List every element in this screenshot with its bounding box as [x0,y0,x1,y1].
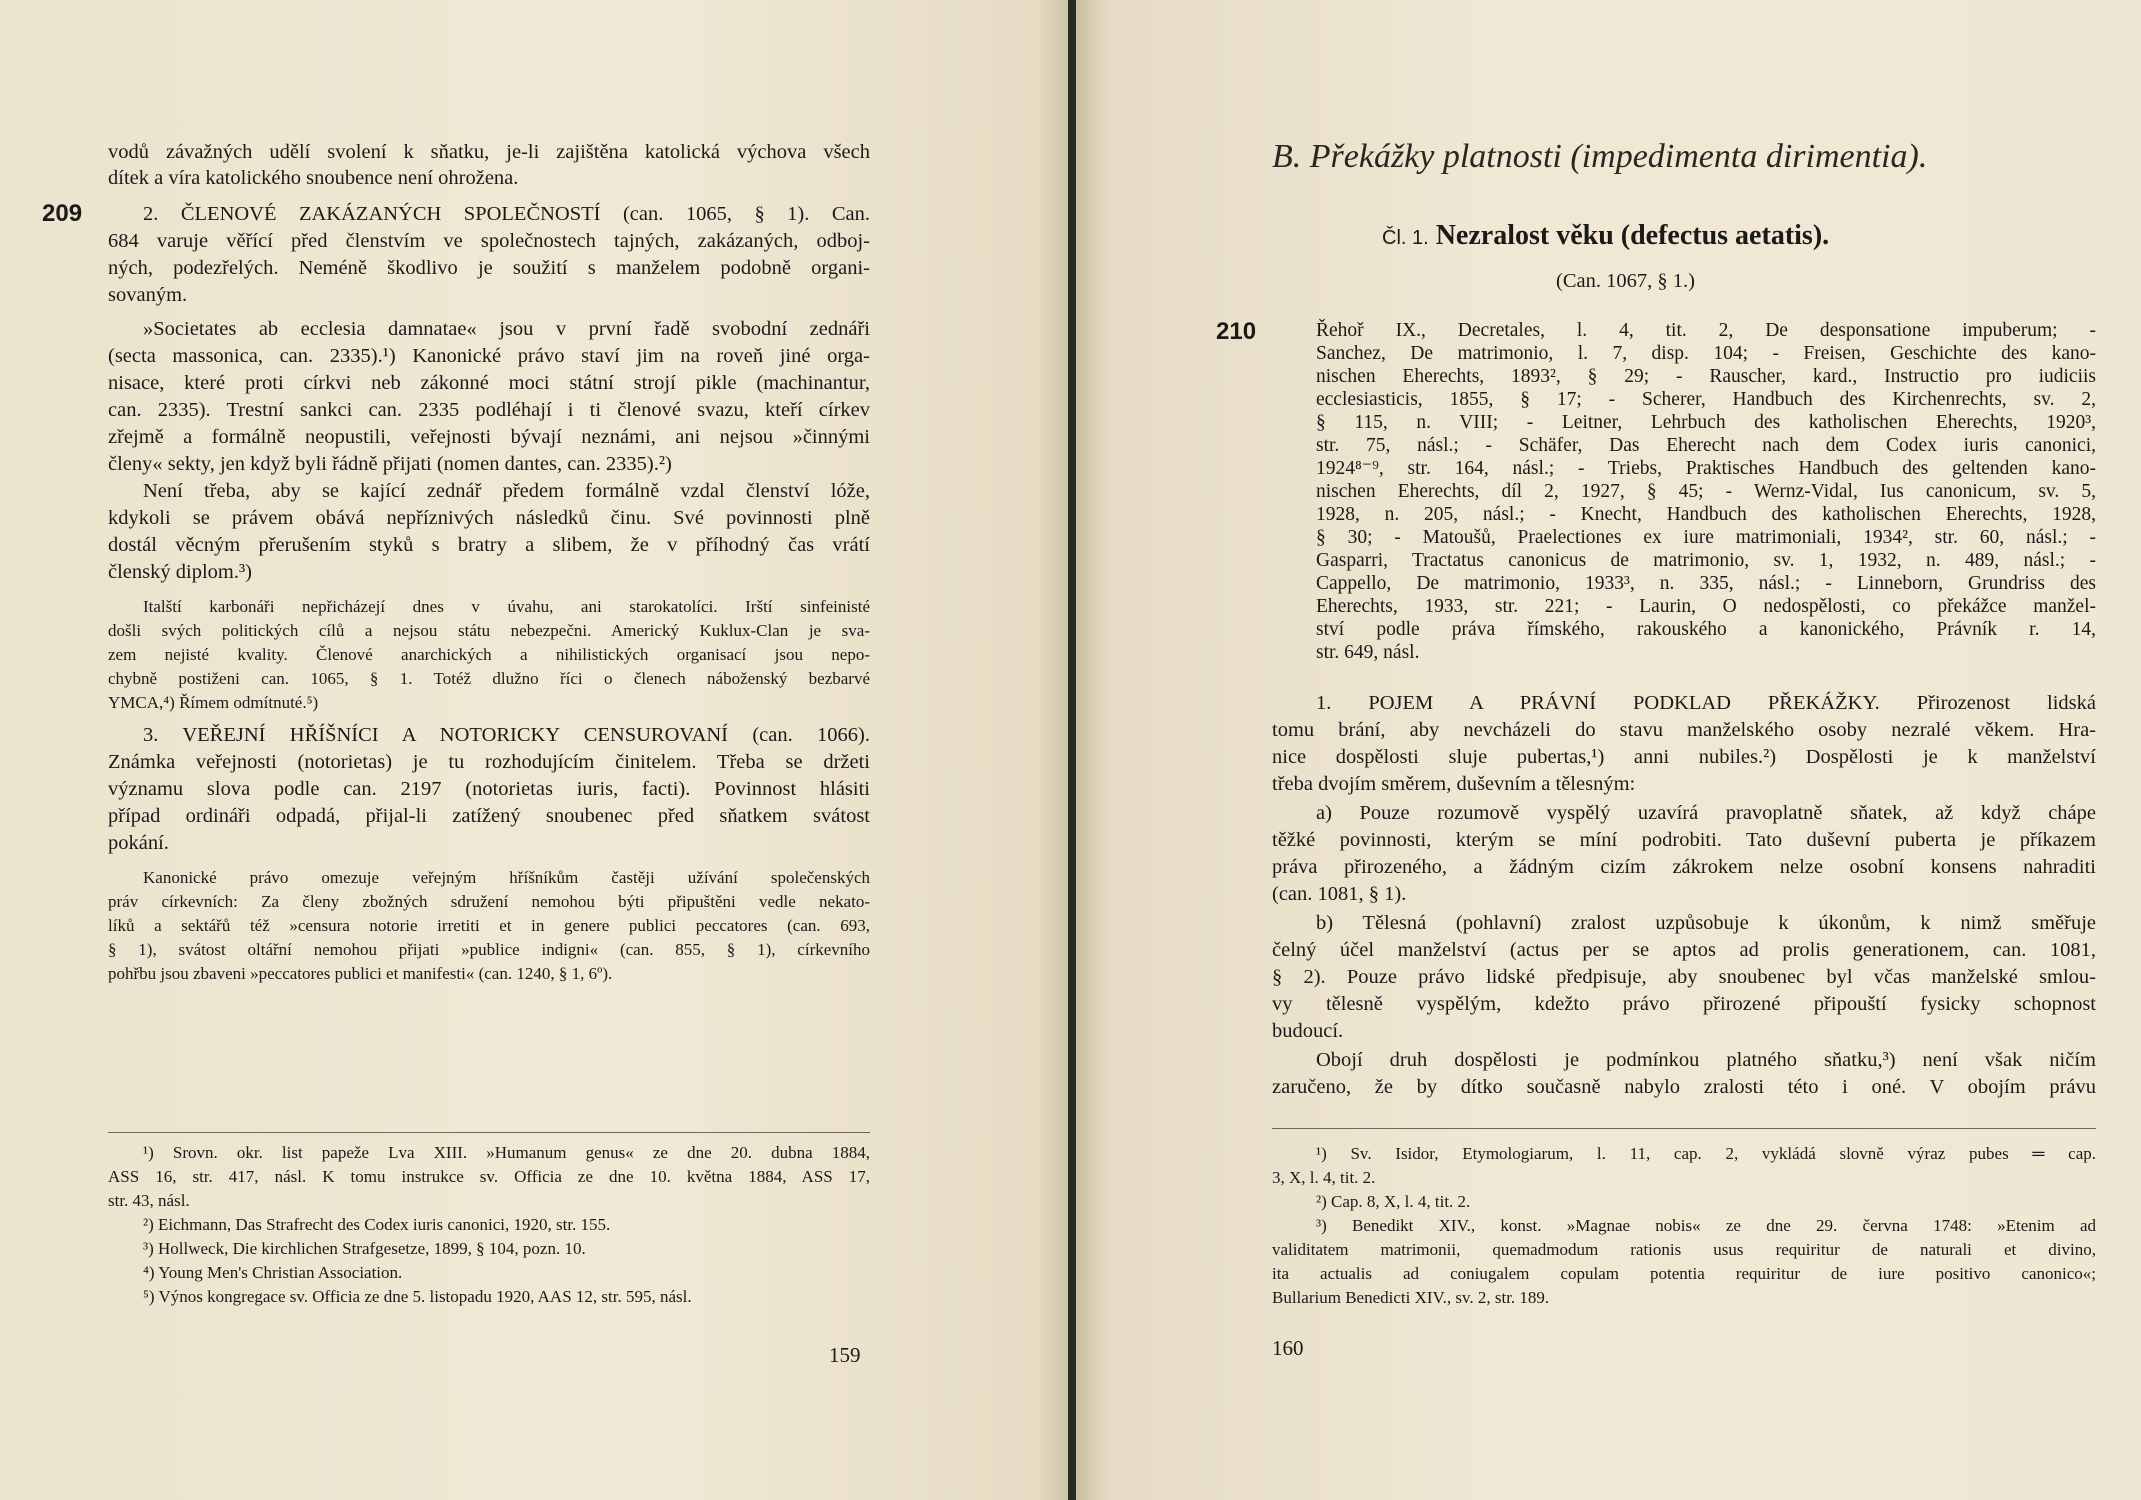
bibliography-line: Sanchez, De matrimonio, l. 7, disp. 104; - Freisen, Geschichte des kano- [1316,343,2096,364]
page-number: 160 [1272,1336,1304,1360]
text-line: nisace, které proti církvi neb zákonné moci státní strojí pikle (machinantur, [108,372,870,394]
small-print-line: líků a sektářů též »censura notorie irretiti et in genere publici peccatores (can. 693, [108,916,870,935]
text-line: vy tělesně vyspělým, kdežto právo přirozené připouští fysicky schopnost [1272,993,2096,1015]
page-number: 159 [829,1343,861,1367]
text-line: členský diplom.³) [108,561,252,583]
article-heading [1382,220,1829,252]
footnote-line: ita actualis ad coniugalem copulam potentia requiritur de iure positivo canonico«; [1272,1264,2096,1283]
bibliography-line: nischen Eherechts, díl 2, 1927, § 45; - Wernz-Vidal, Ius canonicum, sv. 5, [1316,481,2096,502]
margin-number: 209 [42,200,83,227]
small-print-line: došli svých politických cílů a nejsou státu nebezpečni. Americký Kuklux-Clan je sva- [108,621,870,640]
footnote-line: ¹) Sv. Isidor, Etymologiarum, l. 11, cap. 2, vykládá slovně výraz pubes ═ cap. [1316,1144,2096,1163]
footnote-line: ³) Benedikt XIV., konst. »Magnae nobis« ze dne 29. června 1748: »Etenim ad [1316,1216,2096,1235]
bibliography-line: nischen Eherechts, 1893², § 29; - Rauscher, kard., Instructio pro iudiciis [1316,366,2096,387]
footnote-line: ²) Cap. 8, X, l. 4, tit. 2. [1316,1192,1471,1211]
section-heading-line: 3. VEŘEJNÍ HŘÍŠNÍCI A NOTORICKY CENSUROVANÍ (can. 1066). [143,724,870,746]
text-line: zaručeno, že by dítko současně nabylo zralosti této i oné. V obojím právu [1272,1076,2096,1098]
text-line: Obojí druh dospělosti je podmínkou platného sňatku,³) není však ničím [1316,1049,2096,1071]
left-page [0,0,1068,1500]
text-line: (can. 1081, § 1). [1272,883,1407,905]
text-line: tomu brání, aby nevcházeli do stavu manželského osoby nezralé věkem. Hra- [1272,719,2096,741]
text-line: Není třeba, aby se kající zednář předem formálně vzdal členství lóže, [143,480,870,502]
text-line: případ ordináři odpadá, přijal-li zatížený snoubenec před sňatkem svátost [108,805,870,827]
bibliography-line: Cappello, De matrimonio, 1933³, n. 335, násl.; - Linneborn, Grundriss des [1316,573,2096,594]
bibliography-line: Řehoř IX., Decretales, l. 4, tit. 2, De desponsatione impuberum; - [1316,320,2096,341]
footnote-line: ¹) Srovn. okr. list papeže Lva XIII. »Humanum genus« ze dne 20. dubna 1884, [143,1143,870,1162]
small-print-line: práv církevních: Za členy zbožných sdružení nemohou býti připuštěni vedle nekato- [108,892,870,911]
footnote-line: ⁵) Výnos kongregace sv. Officia ze dne 5. listopadu 1920, AAS 12, str. 595, násl. [143,1287,692,1306]
text-line: sovaným. [108,284,188,306]
footnote-line: ASS 16, str. 417, násl. K tomu instrukce sv. Officia ze dne 10. května 1884, ASS 17, [108,1167,870,1186]
footnote-line: 3, X, l. 4, tit. 2. [1272,1168,1376,1187]
text-line: významu slova podle can. 2197 (notorietas iuris, facti). Povinnost hlásiti [108,778,870,800]
margin-number: 210 [1216,318,1257,345]
section-heading-line: 1. POJEM A PRÁVNÍ PODKLAD PŘEKÁŽKY. Přirozenost lidská [1316,692,2096,714]
article-title: Nezralost věku (defectus aetatis). [1435,220,1830,251]
small-print-line: § 1), svátost oltářní nemohou přijati »publice indigni« (can. 855, § 1), církevního [108,940,870,959]
canon-reference: (Can. 1067, § 1.) [1556,270,1695,292]
text-line: těžké povinnosti, kterým se míní podrobiti. Tato duševní puberta je příkazem [1272,829,2096,851]
footnote-line: str. 43, násl. [108,1191,190,1210]
bibliography-line: § 30; - Matoušů, Praelectiones ex iure matrimoniali, 1934², str. 60, násl.; - [1316,527,2096,548]
text-line: b) Tělesná (pohlavní) zralost uzpůsobuje k úkonům, k nimž směřuje [1316,912,2096,934]
text-line: nice dospělosti sluje pubertas,¹) anni nubiles.²) Dospělosti je k manželství [1272,746,2096,768]
text-line: § 2). Pouze právo lidské předpisuje, aby snoubenec byl včas manželské smlou- [1272,966,2096,988]
footnote-rule [1272,1128,2096,1129]
bibliography-line: Eherechts, 1933, str. 221; - Laurin, O nedospělosti, co překážce manžel- [1316,596,2096,617]
small-print-line: chybně postiženi can. 1065, § 1. Totéž dlužno říci o členech náboženský bezbarvé [108,669,870,688]
section-heading-line: 2. ČLENOVÉ ZAKÁZANÝCH SPOLEČNOSTÍ (can. 1065, § 1). Can. [143,203,870,225]
text-line: dostál věcným přerušením styků s bratry a slibem, že v příhodný čas vrátí [108,534,870,556]
footnote-rule [108,1132,870,1133]
footnote-line: Bullarium Benedicti XIV., sv. 2, str. 189. [1272,1288,1550,1307]
text-line: práva přirozeného, a žádným cizím zákrokem nelze osobní konsens nahraditi [1272,856,2096,878]
text-line: can. 2335). Trestní sankci can. 2335 podléhají i ti členové svazu, kteří církev [108,399,870,421]
section-heading: B. Překážky platnosti (impedimenta dirimentia). [1272,138,1928,175]
text-line: 684 varuje věřící před členstvím ve společnostech tajných, zakázaných, odboj- [108,230,870,252]
bibliography-line: str. 649, násl. [1316,642,1420,663]
book-gutter [1068,0,1076,1500]
small-print-line: Italští karbonáři nepřicházejí dnes v úvahu, ani starokatolíci. Irští sinfeinisté [143,597,870,616]
small-print-line: Kanonické právo omezuje veřejným hříšníkům častěji užívání společenských [143,868,870,887]
bibliography-line: 1924⁸⁻⁹, str. 164, násl.; - Triebs, Praktisches Handbuch des geltenden kano- [1316,458,2096,479]
text-line: a) Pouze rozumově vyspělý uzavírá pravoplatně sňatek, až když chápe [1316,802,2096,824]
bibliography-line: 1928, n. 205, násl.; - Knecht, Handbuch des katholischen Eherechts, 1928, [1316,504,2096,525]
text-line: Známka veřejnosti (notorietas) je tu rozhodujícím činitelem. Třeba se držeti [108,751,870,773]
bibliography-line: ecclesiasticis, 1855, § 17; - Scherer, Handbuch des Kirchenrechts, sv. 2, [1316,389,2096,410]
text-line: ných, podezřelých. Neméně škodlivo je soužití s manželem podobně organi- [108,257,870,279]
footnote-line: validitatem matrimonii, quemadmodum rationis usus requiritur de naturali et divino, [1272,1240,2096,1259]
text-line: (secta massonica, can. 2335).¹) Kanonické právo staví jim na roveň jiné orga- [108,345,870,367]
bibliography-line: str. 75, násl.; - Schäfer, Das Eherecht nach dem Codex iuris canonici, [1316,435,2096,456]
text-line: třeba dvojím směrem, duševním a tělesným: [1272,773,1636,795]
bibliography-line: ství podle práva římského, rakouského a kanonického, Právník r. 14, [1316,619,2096,640]
text-line: dítek a víra katolického snoubence není ohrožena. [108,167,519,189]
small-print-line: pohřbu jsou zbaveni »peccatores publici et manifesti« (can. 1240, § 1, 6º). [108,964,613,983]
footnote-line: ⁴) Young Men's Christian Association. [143,1263,403,1282]
bibliography-line: § 115, n. VIII; - Leitner, Lehrbuch des katholischen Eherechts, 1920³, [1316,412,2096,433]
text-line: vodů závažných udělí svolení k sňatku, je-li zajištěna katolická výchova všech [108,141,870,163]
bibliography-line: Gasparri, Tractatus canonicus de matrimonio, sv. 1, 1932, n. 489, násl.; - [1316,550,2096,571]
footnote-line: ²) Eichmann, Das Strafrecht des Codex iuris canonici, 1920, str. 155. [143,1215,611,1234]
right-page [1076,0,2141,1500]
text-line: pokání. [108,832,169,854]
text-line: členy« sekty, jen když byli řádně přijati (nomen dantes, can. 2335).²) [108,453,672,475]
small-print-line: zem nejisté kvality. Členové anarchických a nihilistických organisací jsou nepo- [108,645,870,664]
small-print-line: YMCA,⁴) Římem odmítnuté.⁵) [108,693,319,712]
text-line: kdykoli se právem obává nepříznivých následků činu. Své povinnosti plně [108,507,870,529]
text-line: zřejmě a formálně neopustili, veřejnosti bývají neznámi, ani nejsou »činnými [108,426,870,448]
footnote-line: ³) Hollweck, Die kirchlichen Strafgesetze, 1899, § 104, pozn. 10. [143,1239,586,1258]
text-line: čelný účel manželství (actus per se aptos ad prolis generationem, can. 1081, [1272,939,2096,961]
text-line: budoucí. [1272,1020,1344,1042]
text-line: »Societates ab ecclesia damnatae« jsou v první řadě svobodní zednáři [143,318,870,340]
article-number: Čl. 1. [1382,227,1429,249]
